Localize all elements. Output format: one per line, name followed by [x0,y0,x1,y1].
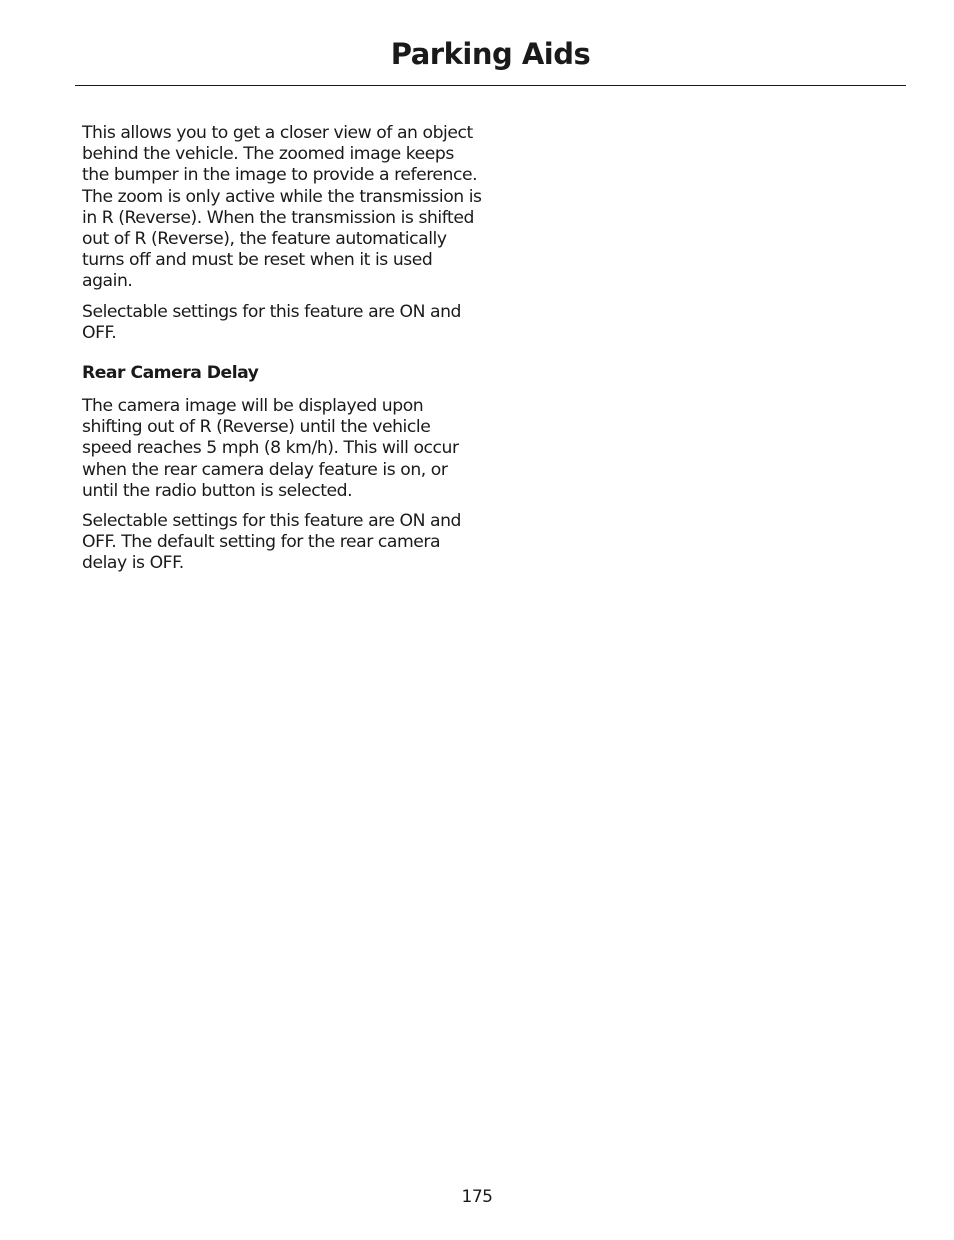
zoom-description-paragraph: This allows you to get a closer view of an object behind the vehicle. The zoomed image keeps the bumper in the image to provide a reference. The zoom is only active while the transmission is in R (Reverse). When the transmission is shifted out of R (Reverse), the feature automatically turns off and must be reset when it is used again. [82,123,482,292]
page-title: Parking Aids [390,37,591,71]
camera-delay-settings-paragraph: Selectable settings for this feature are ON and OFF. The default setting for the rear camera delay is OFF. [82,511,462,574]
content-column [82,123,482,584]
rear-camera-delay-heading: Rear Camera Delay [82,363,259,384]
page-number: 175 [461,1187,493,1207]
camera-delay-description-paragraph: The camera image will be displayed upon shifting out of R (Reverse) until the vehicle speed reaches 5 mph (8 km/h). This will occur when the rear camera delay feature is on, or until the radio button is selected. [82,396,459,501]
page-header [75,0,906,86]
zoom-settings-paragraph: Selectable settings for this feature are ON and OFF. [82,301,462,343]
